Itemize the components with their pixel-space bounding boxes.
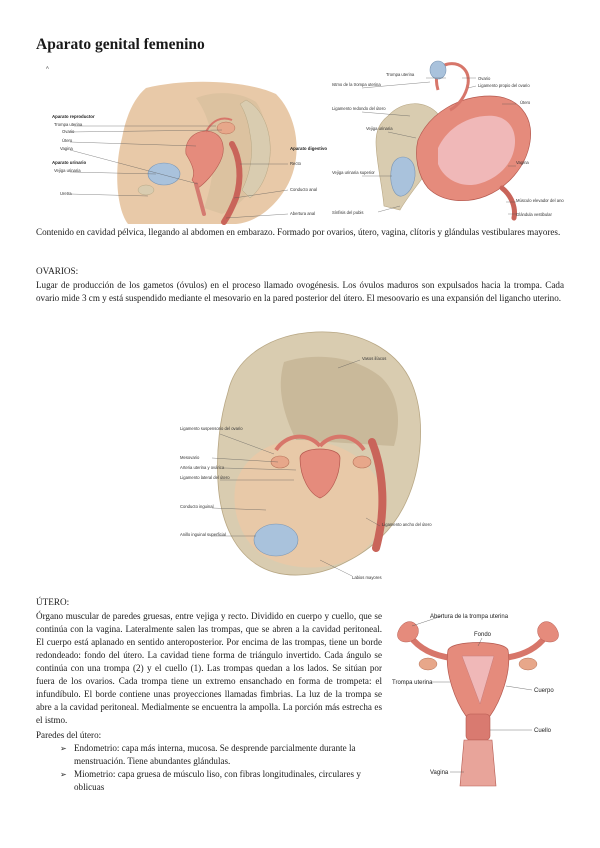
label-vagina-2: Vagina [516,160,529,165]
label-utero: Útero [62,138,73,143]
label-ovario: Ovario [62,129,75,134]
label-cuerpo: Cuerpo [534,688,554,694]
label-utero-2: Útero [520,100,531,105]
arrow-icon: ➢ [60,744,67,753]
label-trompa-uterina: Trompa uterina [392,680,433,686]
label-aparato-reproductor: Aparato reproductor [52,114,95,119]
label-vejiga: Vejiga urinaria [54,168,81,173]
label-anillo: Anillo inguinal superficial [180,532,226,537]
paredes-label: Paredes del útero: [36,730,102,740]
utero-heading: ÚTERO: [36,597,70,607]
label-vagina-4: Vagina [430,770,449,776]
page-title: Aparato genital femenino [36,36,205,53]
label-trompa: Trompa uterina [54,122,83,127]
label-istmo: Istmo de la trompa uterina [332,82,381,87]
label-abertura: Abertura de la trompa uterina [430,614,509,620]
label-lig-ancho: Ligamento ancho del útero [382,522,432,527]
label-arteria: Arteria uterina y ovárica [180,465,225,470]
label-glandula: Glándula vestibular [516,212,552,217]
label-sinfisis: Sínfisis del pubis [332,210,364,215]
label-lig-lateral: Ligamento lateral del útero [180,475,230,480]
uterus-frontal-figure [390,606,566,792]
label-ligamento-propio: Ligamento propio del ovario [478,83,530,88]
panel-letter: A [46,65,49,70]
sagittal-figure [36,58,328,224]
label-conducto-inguinal: Conducto inguinal [180,504,214,509]
label-uretra: Uretra [60,191,72,196]
label-ovario-2: Ovario [478,76,491,81]
label-vagina: Vagina [60,146,73,151]
ovary-ligaments-figure [176,322,432,584]
bullet-miometrio: ➢ Miometrio: capa gruesa de músculo liso, con fibras longitudinales, circulares y oblicuas [60,769,361,792]
bullet-endometrio: ➢ Endometrio: capa más interna, mucosa. Se desprende parcialmente durante la menstruación. Tiene abundantes glándulas. [60,743,356,766]
label-vejiga-sup: Vejiga urinaria superior [332,170,375,175]
label-musculo: Músculo elevador del ano [516,198,564,203]
label-vejiga-2: Vejiga urinaria [366,126,393,131]
arrow-icon: ➢ [60,770,67,779]
ovarios-heading: OVARIOS: [36,266,79,276]
label-fondo: Fondo [474,632,492,638]
label-mesovario: Mesovario [180,455,200,460]
label-vasos-iliacos: Vasos ilíacos [362,356,387,361]
intro-paragraph: Contenido en cavidad pélvica, llegando al abdomen en embarazo. Formado por ovarios, útero, vagina, clítoris y glándulas vestibulares mayores. [36,227,561,237]
label-trompa-2: Trompa uterina [386,72,415,77]
ovarios-paragraph: Lugar de producción de los gametos (óvulos) en el proceso llamado ovogénesis. Los óvulos maduros son expulsados hacia la trompa. Cada ovario mide 3 cm y está suspendido mediante el mesovario en la pared posterior del útero. El mesoovario es una expansión del ligancho uterino. [36,280,564,303]
label-recto: Recto [290,161,301,166]
label-aparato-digestivo: Aparato digestivo [290,146,328,151]
label-labios: Labios mayores [352,575,382,580]
label-cuello: Cuello [534,728,552,734]
label-lig-suspensorio: Ligamento suspensorio del ovario [180,426,243,431]
label-abertura-anal: Abertura anal [290,211,316,216]
label-lig-redondo: Ligamento redondo del útero [332,106,386,111]
label-conducto-anal: Conducto anal [290,187,318,192]
label-aparato-urinario: Aparato urinario [52,160,87,165]
utero-paragraph: Órgano muscular de paredes gruesas, entre vejiga y recto. Dividido en cuerpo y cuello, que se continúa con la vagina. Lateralmente salen las trompas, que se abren a la cavidad peritoneal. El cuerpo está aplanado en sentido anteroposterior. Por encima de las trompas, tiene un borde redondeado: fondo del útero. La cavidad tiene forma de triángulo invertido. Cada ángulo se continúa con una trompa (2) y el cuello (1). Las trompas quedan a los lados. Se sitúan por fuera de los ovarios. Cada trompa tiene un extremo ensanchado en forma de trompeta: el infundíbulo. El borde contiene unas proyecciones llamadas fimbrias. La luz de la trompa se abre a la cavidad peritoneal. Medialmente se encuentra la ampolla. La porción más estrecha es el istmo. [36,611,382,725]
oblique-section-figure [330,56,564,222]
paredes-list [36,742,382,794]
